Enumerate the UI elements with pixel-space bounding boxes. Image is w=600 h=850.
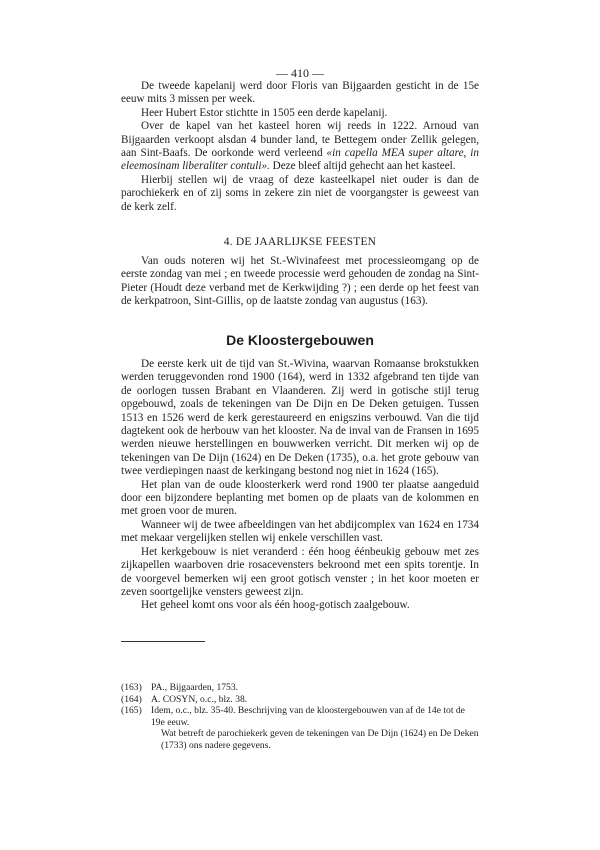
footnote-number: (163) xyxy=(121,682,142,693)
footnote xyxy=(121,694,479,706)
footnotes xyxy=(121,682,479,752)
feasts-paragraph-block xyxy=(121,255,479,309)
paragraph-text: Over de kapel van het kasteel horen wij reeds in 1222. Arnoud van Bijgaarden verkoopt alsdan 4 bunder land, te Bettegem onder Zellik gelegen, aan Sint-Baafs. De oorkonde werd verleend xyxy=(121,120,479,160)
footnote-number: (165) xyxy=(121,705,142,717)
footnote xyxy=(121,682,479,694)
paragraph: De tweede kapelanij werd door Floris van Bijgaarden gesticht in de 15e eeuw mits 3 missen per week. xyxy=(121,80,479,106)
paragraph-text-end: Deze bleef altijd gehecht aan het kasteel. xyxy=(272,160,456,173)
page-number: — 410 — xyxy=(276,66,324,80)
section-heading: 4. DE JAARLIJKSE FEESTEN xyxy=(223,236,377,248)
paragraph xyxy=(121,120,479,174)
footnote-separator xyxy=(121,641,205,642)
chapel-paragraphs xyxy=(121,80,479,214)
footnote-text: PA., Bijgaarden, 1753. xyxy=(151,682,239,693)
latin-quote: «in capella MEA super altare, in eleemosinam liberaliter contuli». xyxy=(121,147,479,173)
paragraph: Wanneer wij de twee afbeeldingen van het abdijcomplex van 1624 en 1734 met mekaar vergelijken stellen wij enkele verschillen vast. xyxy=(121,518,479,545)
footnote-text: A. COSYN, o.c., blz. 38. xyxy=(151,693,248,705)
footnote-text: Idem, o.c., blz. 35-40. Beschrijving van de kloostergebouwen van af de 14e tot de 19e eeuw. xyxy=(151,705,465,728)
paragraph: Hierbij stellen wij de vraag of deze kasteelkapel niet ouder is dan de parochiekerk en of zij soms in zekere zin niet de voorgangster is geweest van de kerk zelf. xyxy=(121,173,479,213)
paragraph: Het kerkgebouw is niet veranderd : één hoog éénbeukig gebouw met zes zijkapellen waarboven drie rosacevensters bekroond met een spits torentje. In de voorgevel bemerken wij een groot gotisch venster ; in het koor moeten er zeven soortgelijke vensters geweest zijn. xyxy=(121,545,479,598)
paragraph: Heer Hubert Estor stichtte in 1505 een derde kapelanij. xyxy=(141,106,388,119)
footnote-text: Wat betreft de parochiekerk geven de tekeningen van De Dijn (1624) en De Deken (1733) ons nadere gegevens. xyxy=(161,728,479,751)
footnote-number: (164) xyxy=(121,693,142,705)
footnote xyxy=(121,705,479,751)
main-heading: De Kloostergebouwen xyxy=(226,332,374,348)
paragraph: Het plan van de oude kloosterkerk werd rond 1900 ter plaatse aangeduid door een bijzondere beplanting met bomen op de plaats van de kolommen en met groen voor de muren. xyxy=(121,478,479,518)
paragraph: Het geheel komt ons voor als één hoog-gotisch zaalgebouw. xyxy=(141,599,410,612)
paragraph: De eerste kerk uit de tijd van St.-Wivina, waarvan Romaanse brokstukken werden teruggevonden rond 1900 (164), werd in 1332 afgebrand ten tijde van de oorlogen tussen Brabant en Vlaanderen. Zij werd in gotische stijl terug opgebouwd, zoals de tekeningen van De Dijn en De Deken getuigen. Tussen 1513 en 1526 werd de kerk gerestaureerd en enigszins verbouwd. Van die tijd dagtekent ook de herbouw van het klooster. Na de inval van de Fransen in 1695 werden nieuwe herstellingen en bouwwerken verricht. Dit merken wij op de tekeningen van De Dijn (1624) en De Deken (1735), o.a. het grote gebouw van twee verdiepingen naast de kerkingang bestond nog niet in 1624 (165). xyxy=(121,358,479,478)
paragraph: Van ouds noteren wij het St.-Wivinafeest met processieomgang op de eerste zondag van mei ; en tweede processie werd gehouden de zondag na Sint-Pieter (Houdt deze verband met de Kerkwijding ?) ; een derde op het feest van de kerkpatroon, Sint-Gillis, op de laatste zondag van augustus (163). xyxy=(121,255,479,308)
monastery-paragraphs xyxy=(121,358,479,613)
